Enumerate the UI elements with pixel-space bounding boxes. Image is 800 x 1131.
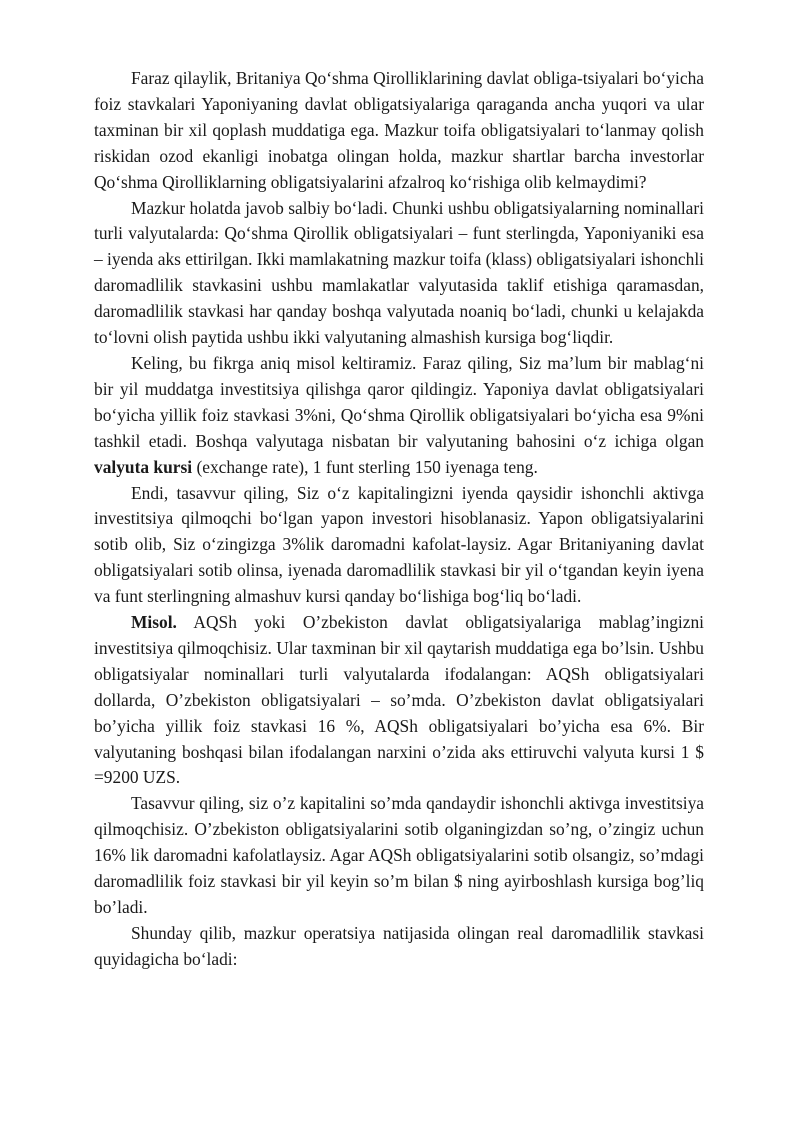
- paragraph-3: [94, 351, 704, 481]
- paragraph-2: Mazkur holatda javob salbiy bo‘ladi. Chunki ushbu obligatsiyalarning nominallari turli valyutalarda: Qo‘shma Qirollik obligatsiyalari – funt sterlingda, Yaponiyaniki esa – iyenda aks ettirilgan. Ikki mamlakatning mazkur toifa (klass) obligatsiyalari ishonchli daromadlilik stavkasini ushbu mamlakatlar valyutasida taklif etishiga qaramasdan, daromadlilik stavkasi har qanday boshqa valyutada noaniq bo‘ladi, chunki u kelajakda to‘lovni olish paytida ushbu ikki valyutaning almashish kursiga bog‘liqdir.: [94, 197, 704, 348]
- paragraph-6: Tasavvur qiling, siz o’z kapitalini so’mda qandaydir ishonchli aktivga investitsiya qilmoqchisiz. O’zbekiston obligatsiyalarini sotib olganingizdan so’ng, o’zingiz uchun 16% lik daromadni kafolatlaysiz. Agar AQSh obligatsiyalarini sotib olsangiz, so’mdagi daromadlilik foiz stavkasi bir yil keyin so’m bilan $ ning ayirboshlash kursiga bog’liq bo’ladi.: [94, 793, 704, 917]
- term-valyuta-kursi: valyuta kursi: [94, 456, 193, 477]
- paragraph-5: [94, 610, 704, 791]
- paragraph-1: Faraz qilaylik, Britaniya Qo‘shma Qirolliklarining davlat obliga-tsiyalari bo‘yicha foiz stavkalari Yaponiyaning davlat obligatsiyalariga qaraganda ancha yuqori va ular taxminan bir xil qoplash muddatiga ega. Mazkur toifa obligatsiyalari to‘lanmay qolish riskidan ozod ekanligi inobatga olingan holda, mazkur shartlar barcha investorlar Qo‘shma Qirolliklarning obligatsiyalarini afzalroq ko‘rishiga olib kelmaydimi?: [94, 68, 704, 192]
- paragraph-7: Shunday qilib, mazkur operatsiya natijasida olingan real daromadlilik stavkasi quyidagicha bo‘ladi:: [94, 922, 704, 969]
- paragraph-3-tail: (exchange rate), 1 funt sterling 150 iyenaga teng.: [192, 456, 538, 477]
- paragraph-4: Endi, tasavvur qiling, Siz o‘z kapitalingizni iyenda qaysidir ishonchli aktivga investitsiya qilmoqchi bo‘lgan yapon investori hisoblanasiz. Yapon obligatsiyalarini sotib olib, Siz o‘zingizga 3%lik daromadni kafolat-laysiz. Agar Britaniyaning davlat obligatsiyalari sotib olinsa, iyenada daromadlilik stavkasi bir yil o‘tgandan keyin iyena va funt sterlingning almashuv kursi qanday bo‘lishiga bog‘liq bo‘ladi.: [94, 482, 704, 607]
- example-label: Misol.: [131, 612, 177, 633]
- paragraph-5-body: AQSh yoki O’zbekiston davlat obligatsiyalariga mablag’ingizni investitsiya qilmoqchisiz. Ular taxminan bir xil qaytarish muddatiga ega bo’lsin. Ushbu obligatsiyalar nominallari turli valyutalarda ifodalangan: AQSh obligatsiyalari dollarda, O’zbekiston obligatsiyalari – so’mda. O’zbekiston davlat obligatsiyalari bo’yicha yillik foiz stavkasi 16 %, AQSh obligatsiyalari bo’yicha esa 6%. Bir valyutaning boshqasi bilan ifodalangan narxini o’zida aks ettiruvchi valyuta kursi 1 $ =9200 UZS.: [94, 612, 704, 788]
- paragraph-3-lead: Keling, bu fikrga aniq misol keltiramiz. Faraz qiling, Siz ma’lum bir mablag‘ni bir yil muddatga investitsiya qilishga qaror qildingiz. Yaponiya davlat obligatsiyalari bo‘yicha yillik foiz stavkasi 3%ni, Qo‘shma Qirollik obligatsiyalari bo‘yicha esa 9%ni tashkil etadi. Boshqa valyutaga nisbatan bir valyutaning bahosini o‘z ichiga olgan: [94, 352, 704, 451]
